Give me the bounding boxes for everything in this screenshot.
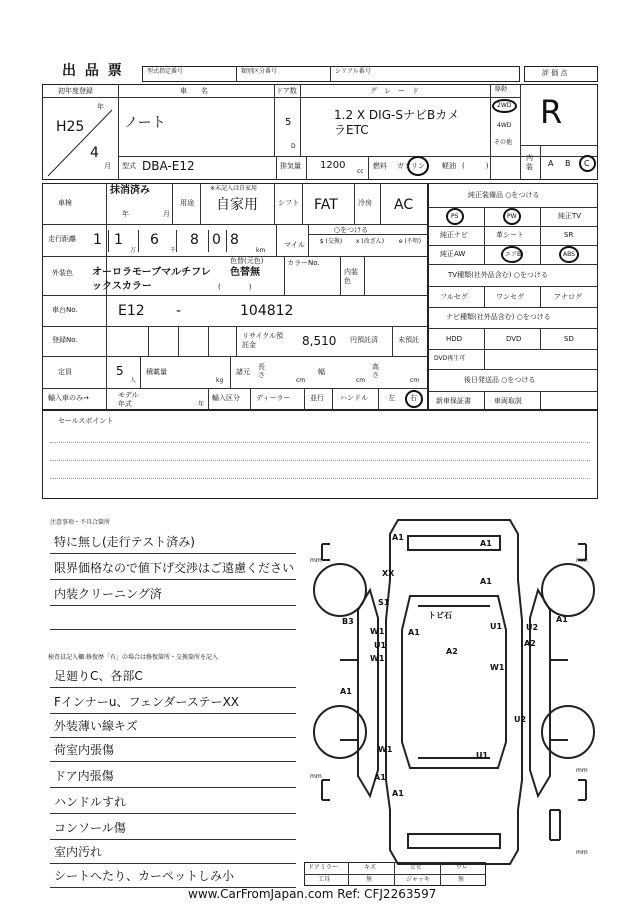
meter-opt-tamper: x (改ざん): [355, 238, 385, 245]
mark-roof-a2: A2: [446, 647, 458, 656]
legend-jack: ジャッキ: [406, 876, 430, 883]
recycle-label: リサイクル預託金: [242, 332, 284, 349]
interior-label: 内装: [526, 154, 533, 171]
mileage-digit-4: 8: [190, 232, 199, 248]
chassis-dash: -: [176, 303, 182, 319]
mileage-km: km: [256, 247, 266, 254]
mm-rear-left: mm: [310, 773, 322, 780]
shift-label: シフト: [278, 199, 299, 207]
repaint-value: 色替無: [230, 267, 260, 278]
recycle-done: 円預託済: [350, 336, 378, 344]
width-label: 幅: [318, 368, 325, 376]
grade-value: 1.2 X DIG-SナビBカメラETC: [334, 108, 460, 137]
mark-front-bumper: A1: [392, 533, 404, 542]
tv-fullseg: フルセグ: [440, 293, 468, 301]
meter-label: マイル: [284, 241, 305, 249]
after-warranty: 新車保証書: [436, 397, 471, 405]
inspection-year: 年: [122, 210, 129, 218]
fuel-circle: [407, 156, 429, 176]
mileage-sen: 千: [170, 247, 177, 254]
chassis-number: 104812: [240, 303, 294, 319]
mark-right-a2: A2: [524, 639, 536, 648]
mark-rear-bumper: A1: [392, 789, 404, 798]
mark-bonnet-left: XX: [382, 569, 395, 578]
eq-ps: PS: [451, 213, 459, 220]
legend-tool: 工具: [318, 876, 331, 883]
sales-point-label: セールスポイント: [58, 417, 114, 425]
inspector-line-7: コンソール傷: [54, 821, 126, 835]
mark-left-u1: U1: [374, 641, 387, 650]
mileage-digit-2: 1: [114, 232, 123, 248]
height-label: 高さ: [372, 363, 379, 379]
drive-label: 駆動: [495, 86, 508, 93]
reg-no-label: 登録No.: [52, 336, 78, 344]
recycle-not: 未預託: [398, 336, 419, 344]
height-unit: cm: [410, 377, 420, 384]
recycle-amount: 8,510: [302, 334, 337, 348]
mileage-label: 走行距離: [48, 235, 76, 243]
fuel-paren: ( ): [462, 162, 489, 170]
name-label: 車 名: [180, 87, 208, 95]
capacity-value: 5: [116, 364, 124, 378]
mm-front-right: mm: [576, 557, 588, 564]
legend-tool-none: 無: [366, 876, 373, 883]
handle-right: 右: [410, 394, 417, 402]
mileage-digit-5: 0: [212, 232, 221, 248]
eq-navi: 純正ナビ: [440, 231, 468, 239]
repaint-paren: ( ): [218, 283, 252, 291]
inspection-label: 車検: [58, 199, 72, 207]
cc-unit: cc: [357, 168, 364, 175]
doors-label: ドア数: [276, 87, 297, 95]
import-dealer: ディーラー: [256, 394, 291, 402]
meter-opt-exchange: $ (交換): [319, 238, 343, 245]
dvd-play: DVD再生可: [434, 355, 466, 362]
usage-value: 自家用: [216, 197, 258, 213]
first-reg-year: H25: [56, 119, 85, 135]
displacement-label: 排気量: [280, 162, 301, 170]
length-label: 長さ: [258, 363, 265, 379]
shift-value: FAT: [314, 197, 338, 213]
mileage-digit-1: 1: [93, 232, 102, 248]
form-title: 出 品 票: [62, 63, 124, 79]
mark-right-door-w1: W1: [490, 663, 505, 672]
interior-b: B: [565, 159, 571, 168]
navi-sd: SD: [564, 335, 574, 343]
inspection-value: 抹消済み: [110, 185, 150, 196]
ac-label: 冷房: [358, 199, 372, 207]
eq-tv: 純正TV: [558, 212, 582, 220]
meter-opt-unknown: e (不明): [398, 238, 422, 245]
mm-spare: mm: [576, 849, 588, 856]
mileage-digit-6: 8: [230, 232, 239, 248]
mark-stone-chip: トビ石: [428, 611, 452, 620]
mm-rear-right: mm: [576, 767, 588, 774]
evaluation-score: R: [540, 93, 563, 131]
inspection-month: 月: [163, 210, 170, 218]
mark-windshield: A1: [408, 628, 420, 637]
mark-right-u2: U2: [526, 623, 539, 632]
eq-abs: ABS: [563, 251, 575, 258]
tv-type-title: TV種類(社外品含む) ○をつける: [448, 271, 548, 279]
mark-front-right: A1: [480, 539, 492, 548]
class-label: 類別区分番号: [241, 68, 278, 75]
mark-rear-quarter: A1: [374, 773, 386, 782]
capacity-unit: 人: [130, 377, 137, 384]
usage-note: ※未記入は自家用: [210, 185, 258, 192]
serial-label: シリアル番号: [335, 68, 371, 75]
legend-scratch: キズ: [364, 864, 376, 871]
mm-front-left: mm: [310, 557, 322, 564]
navi-type-title: ナビ種類(社外品含む) ○をつける: [446, 313, 551, 321]
mark-bonnet-right: A1: [480, 577, 492, 586]
evaluation-label: 評 価 点: [542, 69, 568, 77]
width-unit: cm: [356, 377, 366, 384]
mileage-digit-3: 6: [150, 232, 159, 248]
inspector-line-2: Fインナーu、フェンダーステーXX: [54, 695, 240, 709]
registration-block: [42, 183, 428, 410]
drive-4wd: 4WD: [497, 122, 512, 129]
mark-left-rear-w1: W1: [378, 745, 393, 754]
inspector-line-6: ハンドルすれ: [54, 795, 127, 809]
legend-mirror: ドアミラー: [308, 864, 338, 871]
inspector-line-5: ドア内張傷: [54, 769, 114, 783]
mark-left-rear: A1: [340, 687, 352, 696]
dims-label: 諸元: [236, 368, 250, 376]
fuel-diesel: 軽油: [442, 162, 456, 170]
fuel-label: 燃料: [373, 162, 387, 170]
month-unit: 月: [104, 162, 111, 170]
after-manual: 車両取説: [494, 397, 522, 405]
displacement-value: 1200: [320, 160, 346, 171]
header-code-row: [142, 66, 520, 82]
door-count: 5: [285, 117, 292, 128]
color-no-label: カラーNo.: [287, 259, 320, 267]
navi-hdd: HDD: [446, 335, 463, 343]
inspector-line-1: 足廻りC、各部C: [54, 669, 143, 683]
mark-right-fender: A1: [556, 615, 568, 624]
defects-label: 注意事項・不具合箇所: [50, 519, 111, 526]
first-reg-label: 初年度登録: [58, 87, 93, 95]
import-class-label: 輸入区分: [212, 394, 240, 402]
chassis-prefix: E12: [118, 303, 145, 319]
mark-left-w1: W1: [370, 627, 385, 636]
eq-airbag: エアB: [505, 251, 522, 258]
import-label: 輸入車のみ→: [48, 394, 89, 402]
grade-label: グ レ ー ド: [370, 87, 419, 95]
tv-analog: アナログ: [554, 293, 582, 301]
mark-bonnet-s1: S1: [378, 598, 390, 607]
legend-jack-none: 無: [458, 876, 465, 883]
load-label: 積載量: [146, 368, 167, 376]
legend-wave: ワレ: [456, 864, 469, 871]
inspector-line-4: 荷室内張傷: [54, 743, 115, 757]
car-name: ノート: [124, 115, 166, 131]
model-year-label: モデル年式: [118, 391, 139, 408]
drive-other: その他: [494, 139, 513, 146]
defect-line-3: 内装クリーニング済: [54, 587, 162, 601]
genuine-title: 純正装備品 ○をつける: [468, 191, 540, 199]
import-parallel: 並行: [310, 394, 324, 402]
model-cert-label: 型式指定番号: [147, 68, 184, 75]
interior-a: A: [548, 159, 554, 168]
interior-color-label: 内装色: [344, 268, 358, 285]
eq-pw: PW: [507, 213, 517, 220]
mark-left-door-w1: W1: [370, 654, 385, 663]
capacity-label: 定員: [58, 368, 72, 376]
defect-line-1: 特に無し(走行テスト済み): [54, 535, 195, 549]
door-d: D: [291, 143, 296, 150]
first-reg-month: 4: [90, 145, 99, 161]
eq-aw: 純正AW: [440, 250, 466, 258]
color-value: オーロラモーブマルチフレックスカラー: [92, 267, 211, 292]
usage-label: 用途: [180, 199, 194, 207]
inspector-line-9: シートへたり、カーペットしみ小: [54, 869, 235, 883]
chassis-label: 車台No.: [52, 306, 78, 314]
load-unit: kg: [216, 377, 224, 384]
after-title: 後日発送品 ○をつける: [464, 376, 536, 384]
inspector-line-3: 外装薄い線キズ: [54, 719, 138, 733]
year-unit: 年: [97, 103, 104, 111]
mark-left-fender: B3: [342, 617, 354, 626]
mileage-man: 万: [130, 247, 137, 254]
legend-chip: ヒビ: [410, 864, 423, 871]
drive-2wd: 2WD: [497, 102, 512, 109]
inspector-label: 検査員記入欄:修復歴「有」の場合は修復箇所・交換箇所を記入: [48, 654, 219, 661]
footer-ref: www.CarFromJapan.com Ref: CFJ2263597: [188, 887, 437, 901]
model-year-unit: 年: [198, 401, 205, 408]
defect-line-2: 限界価格なので値下げ交渉はご遠慮ください: [54, 561, 295, 575]
handle-left: 左: [388, 394, 395, 402]
length-unit: cm: [296, 377, 306, 384]
eq-leather: 革シート: [496, 231, 524, 239]
meter-note: ○をつける: [334, 226, 369, 234]
repaint-label: 色替(元色): [230, 257, 264, 265]
tv-oneseg: ワンセグ: [496, 293, 524, 301]
mark-right-rear-u2: U2: [514, 715, 527, 724]
handle-label: ハンドル: [340, 394, 368, 402]
navi-dvd: DVD: [506, 335, 522, 343]
interior-c: C: [584, 159, 590, 168]
sales-point-box: [42, 410, 598, 499]
color-label: 外装色: [52, 269, 73, 277]
inspector-line-8: 室内汚れ: [54, 845, 103, 859]
fuel-gasoline: ガソリン: [397, 162, 425, 170]
eq-sr: SR: [564, 231, 574, 239]
ac-value: AC: [394, 197, 414, 213]
model-label: 型式: [122, 162, 136, 170]
mark-right-u1: U1: [490, 622, 503, 631]
mark-rear-u1: U1: [476, 751, 489, 760]
model-value: DBA-E12: [142, 159, 195, 173]
